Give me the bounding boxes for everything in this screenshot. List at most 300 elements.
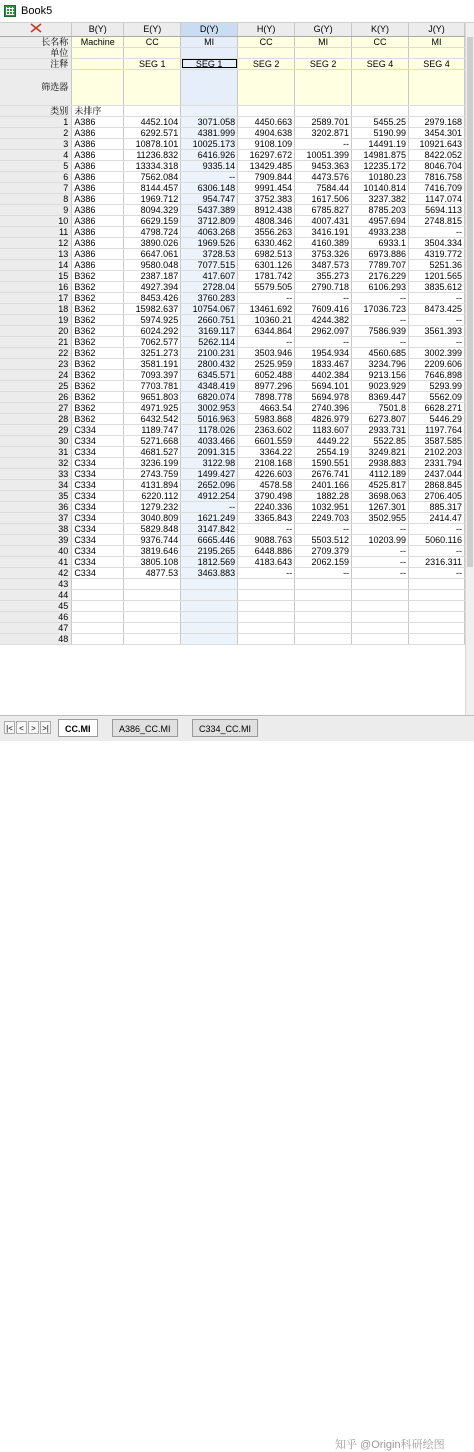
data-cell[interactable]: 15982.637 [124,303,181,314]
data-cell[interactable]: -- [409,567,465,578]
data-cell[interactable]: A386 [72,237,124,248]
filter-cell[interactable] [352,69,409,105]
data-cell[interactable]: 2652.096 [181,479,238,490]
data-cell[interactable]: 4131.894 [124,479,181,490]
column-header[interactable]: E(Y) [124,23,181,36]
data-cell[interactable]: 1590.551 [295,457,352,468]
data-cell[interactable] [295,633,352,644]
data-cell[interactable] [238,600,295,611]
row-number[interactable]: 21 [0,336,72,347]
data-cell[interactable]: B362 [72,369,124,380]
data-cell[interactable]: 4877.53 [124,567,181,578]
data-cell[interactable]: 8453.426 [124,292,181,303]
data-cell[interactable]: 6982.513 [238,248,295,259]
row-number[interactable]: 42 [0,567,72,578]
data-cell[interactable]: -- [181,501,238,512]
data-cell[interactable]: 3365.843 [238,512,295,523]
data-cell[interactable]: 2728.04 [181,281,238,292]
data-cell[interactable] [124,633,181,644]
data-cell[interactable]: A386 [72,116,124,127]
data-cell[interactable]: -- [352,314,409,325]
data-cell[interactable]: -- [409,336,465,347]
data-cell[interactable]: 1812.569 [181,556,238,567]
data-cell[interactable]: -- [352,567,409,578]
data-cell[interactable]: 9580.048 [124,259,181,270]
data-cell[interactable] [238,611,295,622]
tab-a386-cc-mi[interactable]: A386_CC.MI [112,719,178,737]
data-cell[interactable]: 5271.668 [124,435,181,446]
data-cell[interactable]: 5974.925 [124,314,181,325]
data-cell[interactable]: 9108.109 [238,138,295,149]
data-cell[interactable]: -- [238,292,295,303]
data-cell[interactable]: 1833.467 [295,358,352,369]
data-cell[interactable] [72,622,124,633]
data-cell[interactable] [124,611,181,622]
data-cell[interactable]: 2195.265 [181,545,238,556]
data-cell[interactable]: 2108.168 [238,457,295,468]
data-cell[interactable] [295,611,352,622]
row-number[interactable]: 28 [0,413,72,424]
data-cell[interactable] [409,611,465,622]
data-cell[interactable]: 2331.794 [409,457,465,468]
units-cell[interactable] [409,47,465,58]
tab-c334-cc-mi[interactable]: C334_CC.MI [192,719,258,737]
data-cell[interactable]: 2868.845 [409,479,465,490]
data-cell[interactable]: 1279.232 [124,501,181,512]
data-cell[interactable]: 2979.168 [409,116,465,127]
data-cell[interactable]: 7703.781 [124,380,181,391]
data-cell[interactable]: 7562.084 [124,171,181,182]
data-cell[interactable]: 9023.929 [352,380,409,391]
data-cell[interactable]: B362 [72,336,124,347]
data-cell[interactable] [238,589,295,600]
data-cell[interactable]: 5190.99 [352,127,409,138]
data-cell[interactable]: B362 [72,292,124,303]
select-all-corner[interactable] [0,23,72,36]
filter-cell[interactable] [72,69,124,105]
data-cell[interactable]: 5437.389 [181,204,238,215]
data-cell[interactable]: 6292.571 [124,127,181,138]
row-number[interactable]: 1 [0,116,72,127]
data-cell[interactable]: 6052.488 [238,369,295,380]
data-cell[interactable]: 2589.701 [295,116,352,127]
row-number[interactable]: 6 [0,171,72,182]
data-cell[interactable]: 5694.113 [409,204,465,215]
data-cell[interactable]: 8977.296 [238,380,295,391]
data-cell[interactable]: B362 [72,303,124,314]
data-cell[interactable]: 4798.724 [124,226,181,237]
data-cell[interactable]: 9088.763 [238,534,295,545]
data-cell[interactable] [409,578,465,589]
row-number[interactable]: 11 [0,226,72,237]
row-number[interactable]: 31 [0,446,72,457]
row-number[interactable]: 48 [0,633,72,644]
data-cell[interactable]: 2316.311 [409,556,465,567]
category-cell[interactable] [352,105,409,116]
row-number[interactable]: 29 [0,424,72,435]
data-cell[interactable]: 4007.431 [295,215,352,226]
data-cell[interactable] [409,589,465,600]
column-header[interactable]: J(Y) [409,23,465,36]
data-cell[interactable]: 6330.462 [238,237,295,248]
data-cell[interactable]: 4381.999 [181,127,238,138]
data-cell[interactable]: 1781.742 [238,270,295,281]
data-cell[interactable]: 885.317 [409,501,465,512]
data-cell[interactable]: 6973.886 [352,248,409,259]
row-number[interactable]: 34 [0,479,72,490]
data-cell[interactable]: -- [238,567,295,578]
data-cell[interactable]: 3587.585 [409,435,465,446]
data-cell[interactable]: 2933.731 [352,424,409,435]
category-cell[interactable] [124,105,181,116]
filter-cell[interactable] [409,69,465,105]
data-cell[interactable]: 14981.875 [352,149,409,160]
data-cell[interactable]: 3502.955 [352,512,409,523]
data-cell[interactable] [181,589,238,600]
row-number[interactable]: 16 [0,281,72,292]
units-cell[interactable] [72,47,124,58]
column-header[interactable]: G(Y) [295,23,352,36]
data-cell[interactable]: 3002.399 [409,347,465,358]
data-cell[interactable]: 10025.173 [181,138,238,149]
data-cell[interactable]: 1183.607 [295,424,352,435]
data-cell[interactable]: 1197.764 [409,424,465,435]
row-number[interactable]: 7 [0,182,72,193]
data-cell[interactable] [352,600,409,611]
long-name-cell[interactable]: MI [181,36,238,47]
row-number[interactable]: 13 [0,248,72,259]
data-cell[interactable]: 6628.271 [409,402,465,413]
data-cell[interactable]: 4449.22 [295,435,352,446]
long-name-cell[interactable]: Machine [72,36,124,47]
data-cell[interactable]: C334 [72,424,124,435]
data-cell[interactable]: 3835.612 [409,281,465,292]
category-cell[interactable]: 未排序 [72,105,124,116]
data-cell[interactable]: 10140.814 [352,182,409,193]
data-cell[interactable]: 11236.832 [124,149,181,160]
data-cell[interactable]: 3071.058 [181,116,238,127]
category-cell[interactable] [238,105,295,116]
row-number[interactable]: 36 [0,501,72,512]
data-cell[interactable]: 2938.883 [352,457,409,468]
data-cell[interactable]: 4452.104 [124,116,181,127]
data-cell[interactable] [72,589,124,600]
data-cell[interactable]: -- [238,336,295,347]
data-cell[interactable] [352,622,409,633]
data-cell[interactable]: 3002.953 [181,402,238,413]
data-cell[interactable]: 6432.542 [124,413,181,424]
data-cell[interactable]: 6820.074 [181,391,238,402]
data-cell[interactable]: A386 [72,259,124,270]
prev-sheet-button[interactable]: < [16,721,27,734]
data-cell[interactable]: 2748.815 [409,215,465,226]
data-cell[interactable]: A386 [72,149,124,160]
data-cell[interactable]: 2363.602 [238,424,295,435]
row-number[interactable]: 12 [0,237,72,248]
row-number[interactable]: 37 [0,512,72,523]
data-cell[interactable]: 2102.203 [409,446,465,457]
data-cell[interactable]: C334 [72,490,124,501]
data-cell[interactable]: 3169.117 [181,325,238,336]
data-cell[interactable] [181,611,238,622]
data-cell[interactable] [72,633,124,644]
data-cell[interactable]: C334 [72,468,124,479]
data-cell[interactable]: -- [352,545,409,556]
data-cell[interactable]: A386 [72,138,124,149]
long-name-cell[interactable]: CC [124,36,181,47]
data-cell[interactable]: -- [352,523,409,534]
data-cell[interactable]: 4525.817 [352,479,409,490]
data-cell[interactable]: B362 [72,413,124,424]
data-cell[interactable]: 7584.44 [295,182,352,193]
data-cell[interactable]: 1954.934 [295,347,352,358]
units-cell[interactable] [124,47,181,58]
data-cell[interactable] [181,600,238,611]
data-cell[interactable]: 4183.643 [238,556,295,567]
data-cell[interactable]: A386 [72,226,124,237]
data-cell[interactable]: 7646.898 [409,369,465,380]
column-header[interactable]: D(Y) [181,23,238,36]
data-cell[interactable]: 3581.191 [124,358,181,369]
filter-cell[interactable] [238,69,295,105]
row-number[interactable]: 8 [0,193,72,204]
data-cell[interactable]: 1617.506 [295,193,352,204]
data-cell[interactable]: 2387.187 [124,270,181,281]
data-cell[interactable]: 14491.19 [352,138,409,149]
data-cell[interactable]: A386 [72,215,124,226]
data-cell[interactable]: B362 [72,402,124,413]
comment-cell[interactable]: SEG 1 [124,58,181,69]
data-cell[interactable]: C334 [72,567,124,578]
data-cell[interactable]: 2240.336 [238,501,295,512]
data-cell[interactable]: 5060.116 [409,534,465,545]
data-cell[interactable]: 1499.427 [181,468,238,479]
data-cell[interactable]: 2660.751 [181,314,238,325]
data-cell[interactable] [409,633,465,644]
row-number[interactable]: 22 [0,347,72,358]
comment-cell[interactable]: SEG 4 [352,58,409,69]
tab-cc-mi[interactable]: CC.MI [58,719,98,737]
data-cell[interactable]: 3147.842 [181,523,238,534]
data-cell[interactable] [295,622,352,633]
data-cell[interactable]: 3760.283 [181,292,238,303]
data-cell[interactable] [238,622,295,633]
data-cell[interactable]: 10754.067 [181,303,238,314]
data-cell[interactable]: 4826.979 [295,413,352,424]
data-cell[interactable]: 5829.848 [124,523,181,534]
data-cell[interactable]: 3249.821 [352,446,409,457]
data-cell[interactable]: A386 [72,248,124,259]
row-number[interactable]: 26 [0,391,72,402]
data-cell[interactable] [409,622,465,633]
data-cell[interactable]: C334 [72,457,124,468]
row-number[interactable]: 25 [0,380,72,391]
data-cell[interactable] [72,600,124,611]
data-cell[interactable]: C334 [72,446,124,457]
data-cell[interactable]: 417.607 [181,270,238,281]
data-cell[interactable]: 2209.606 [409,358,465,369]
data-cell[interactable]: 3416.191 [295,226,352,237]
data-cell[interactable]: 3698.063 [352,490,409,501]
data-cell[interactable]: -- [409,226,465,237]
data-cell[interactable]: -- [295,567,352,578]
row-number[interactable]: 5 [0,160,72,171]
data-cell[interactable]: C334 [72,545,124,556]
data-cell[interactable]: B362 [72,270,124,281]
data-cell[interactable]: 2100.231 [181,347,238,358]
data-cell[interactable]: 16297.672 [238,149,295,160]
data-cell[interactable]: -- [295,292,352,303]
row-number[interactable]: 44 [0,589,72,600]
row-number[interactable]: 2 [0,127,72,138]
data-cell[interactable]: 10921.643 [409,138,465,149]
data-cell[interactable]: 4244.382 [295,314,352,325]
column-header[interactable]: K(Y) [352,23,409,36]
data-cell[interactable]: 6416.926 [181,149,238,160]
row-number[interactable]: 20 [0,325,72,336]
data-cell[interactable]: 4348.419 [181,380,238,391]
data-cell[interactable]: 1201.565 [409,270,465,281]
data-cell[interactable]: 3819.646 [124,545,181,556]
data-cell[interactable]: 8094.329 [124,204,181,215]
row-number[interactable]: 3 [0,138,72,149]
data-cell[interactable]: 6601.559 [238,435,295,446]
data-cell[interactable]: 2740.396 [295,402,352,413]
row-number[interactable]: 33 [0,468,72,479]
data-cell[interactable]: 8144.457 [124,182,181,193]
data-cell[interactable]: B362 [72,325,124,336]
data-cell[interactable] [181,578,238,589]
data-cell[interactable]: -- [409,545,465,556]
data-cell[interactable]: 2709.379 [295,545,352,556]
row-number[interactable]: 19 [0,314,72,325]
data-cell[interactable]: 5694.101 [295,380,352,391]
data-cell[interactable]: 3805.108 [124,556,181,567]
data-cell[interactable] [295,600,352,611]
data-cell[interactable]: 1178.026 [181,424,238,435]
data-cell[interactable] [352,611,409,622]
data-cell[interactable]: 3504.334 [409,237,465,248]
row-number[interactable]: 47 [0,622,72,633]
data-cell[interactable]: 5983.868 [238,413,295,424]
row-number[interactable]: 39 [0,534,72,545]
data-cell[interactable]: 5562.09 [409,391,465,402]
data-cell[interactable]: 17036.723 [352,303,409,314]
data-cell[interactable]: 4160.389 [295,237,352,248]
data-cell[interactable]: 2676.741 [295,468,352,479]
first-sheet-button[interactable]: |< [4,721,15,734]
data-cell[interactable]: 6665.446 [181,534,238,545]
data-cell[interactable]: 4578.58 [238,479,295,490]
data-cell[interactable]: 2176.229 [352,270,409,281]
long-name-cell[interactable]: MI [409,36,465,47]
data-cell[interactable] [72,611,124,622]
data-cell[interactable]: 3890.026 [124,237,181,248]
data-cell[interactable]: 3234.796 [352,358,409,369]
data-cell[interactable]: 4226.603 [238,468,295,479]
data-cell[interactable]: C334 [72,501,124,512]
row-number[interactable]: 46 [0,611,72,622]
data-cell[interactable]: -- [238,523,295,534]
worksheet-grid[interactable] [0,23,465,715]
data-cell[interactable]: 4808.346 [238,215,295,226]
filter-cell[interactable] [295,69,352,105]
data-cell[interactable]: -- [295,336,352,347]
data-cell[interactable]: 4063.268 [181,226,238,237]
data-cell[interactable]: 5251.36 [409,259,465,270]
data-cell[interactable]: 8473.425 [409,303,465,314]
data-cell[interactable]: 7077.515 [181,259,238,270]
column-header[interactable]: B(Y) [72,23,124,36]
row-number[interactable]: 40 [0,545,72,556]
data-cell[interactable]: 2414.47 [409,512,465,523]
units-cell[interactable] [295,47,352,58]
data-cell[interactable]: 2800.432 [181,358,238,369]
data-cell[interactable]: -- [181,171,238,182]
data-cell[interactable]: 5262.114 [181,336,238,347]
filter-cell[interactable] [124,69,181,105]
data-cell[interactable]: C334 [72,479,124,490]
next-sheet-button[interactable]: > [28,721,39,734]
data-cell[interactable]: 10878.101 [124,138,181,149]
data-cell[interactable]: 2706.405 [409,490,465,501]
data-cell[interactable]: 9651.803 [124,391,181,402]
data-cell[interactable]: 4450.663 [238,116,295,127]
data-cell[interactable] [352,578,409,589]
data-cell[interactable]: B362 [72,391,124,402]
data-cell[interactable] [124,578,181,589]
data-cell[interactable]: 1267.301 [352,501,409,512]
data-cell[interactable]: B362 [72,347,124,358]
data-cell[interactable]: 954.747 [181,193,238,204]
data-cell[interactable]: 10360.21 [238,314,295,325]
data-cell[interactable]: 8785.203 [352,204,409,215]
data-cell[interactable]: 2401.166 [295,479,352,490]
row-number[interactable]: 45 [0,600,72,611]
data-cell[interactable] [238,633,295,644]
data-cell[interactable]: 4473.576 [295,171,352,182]
data-cell[interactable]: 3790.498 [238,490,295,501]
data-cell[interactable] [238,578,295,589]
data-cell[interactable]: 5579.505 [238,281,295,292]
data-cell[interactable] [352,589,409,600]
data-cell[interactable]: 7093.397 [124,369,181,380]
data-cell[interactable]: 7062.577 [124,336,181,347]
data-cell[interactable]: 7898.778 [238,391,295,402]
data-cell[interactable]: 1882.28 [295,490,352,501]
row-number[interactable]: 23 [0,358,72,369]
data-cell[interactable]: 8422.052 [409,149,465,160]
data-cell[interactable]: 2437.044 [409,468,465,479]
row-number[interactable]: 18 [0,303,72,314]
data-cell[interactable]: 6345.571 [181,369,238,380]
last-sheet-button[interactable]: >| [40,721,51,734]
data-cell[interactable]: 1969.712 [124,193,181,204]
data-cell[interactable]: 355.273 [295,270,352,281]
row-number[interactable]: 43 [0,578,72,589]
data-cell[interactable] [124,600,181,611]
data-cell[interactable]: B362 [72,314,124,325]
data-cell[interactable]: C334 [72,556,124,567]
data-cell[interactable]: 7586.939 [352,325,409,336]
units-cell[interactable] [352,47,409,58]
data-cell[interactable]: 3463.883 [181,567,238,578]
data-cell[interactable]: 4033.466 [181,435,238,446]
data-cell[interactable] [295,578,352,589]
data-cell[interactable]: 10051.399 [295,149,352,160]
comment-cell[interactable]: SEG 1 [181,58,238,69]
row-number[interactable]: 4 [0,149,72,160]
